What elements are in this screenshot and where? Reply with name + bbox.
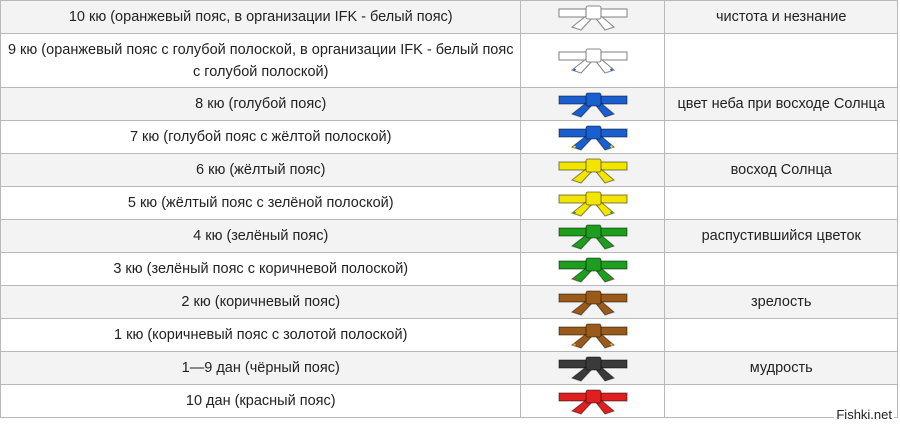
- rank-cell: 7 кю (голубой пояс с жёлтой полоской): [1, 121, 521, 154]
- meaning-cell: зрелость: [665, 286, 898, 319]
- meaning-cell: [665, 253, 898, 286]
- meaning-cell: цвет неба при восходе Солнца: [665, 88, 898, 121]
- belt-cell: [521, 286, 665, 319]
- table-row: [1, 352, 898, 385]
- meaning-cell: распустившийся цветок: [665, 220, 898, 253]
- table-row: [1, 34, 898, 88]
- table-row: [1, 187, 898, 220]
- meaning-cell: [665, 121, 898, 154]
- rank-cell: 2 кю (коричневый пояс): [1, 286, 521, 319]
- meaning-cell: мудрость: [665, 352, 898, 385]
- belt-cell: [521, 253, 665, 286]
- rank-cell: 5 кю (жёлтый пояс с зелёной полоской): [1, 187, 521, 220]
- belt-icon: [557, 388, 629, 415]
- belt-cell: [521, 1, 665, 34]
- table-row: [1, 220, 898, 253]
- belt-icon: [557, 124, 629, 151]
- belt-icon: [557, 190, 629, 217]
- belt-cell: [521, 154, 665, 187]
- table-row: [1, 154, 898, 187]
- meaning-cell: [665, 319, 898, 352]
- belt-icon: [557, 4, 629, 31]
- rank-cell: 8 кю (голубой пояс): [1, 88, 521, 121]
- rank-cell: 1 кю (коричневый пояс с золотой полоской): [1, 319, 521, 352]
- belt-icon: [557, 223, 629, 250]
- belt-icon: [557, 322, 629, 349]
- rank-cell: 6 кю (жёлтый пояс): [1, 154, 521, 187]
- rank-cell: 10 кю (оранжевый пояс, в организации IFK - белый пояс): [1, 1, 521, 34]
- table-row: [1, 319, 898, 352]
- belt-cell: [521, 121, 665, 154]
- table-row: [1, 88, 898, 121]
- belt-cell: [521, 187, 665, 220]
- table-row: [1, 385, 898, 418]
- belt-cell: [521, 352, 665, 385]
- table-row: [1, 1, 898, 34]
- belt-icon: [557, 157, 629, 184]
- rank-cell: 3 кю (зелёный пояс с коричневой полоской): [1, 253, 521, 286]
- table-row: [1, 121, 898, 154]
- meaning-cell: [665, 34, 898, 88]
- belt-icon: [557, 91, 629, 118]
- belt-icon: [557, 355, 629, 382]
- table-row: [1, 286, 898, 319]
- table-row: [1, 253, 898, 286]
- belt-icon: [557, 47, 629, 74]
- meaning-cell: восход Солнца: [665, 154, 898, 187]
- belt-icon: [557, 289, 629, 316]
- rank-cell: 9 кю (оранжевый пояс с голубой полоской, в организации IFK - белый пояс с голубой полоской): [1, 34, 521, 88]
- rank-cell: 4 кю (зелёный пояс): [1, 220, 521, 253]
- belt-cell: [521, 385, 665, 418]
- rank-cell: 10 дан (красный пояс): [1, 385, 521, 418]
- belt-cell: [521, 88, 665, 121]
- rank-cell: 1—9 дан (чёрный пояс): [1, 352, 521, 385]
- belt-icon: [557, 256, 629, 283]
- meaning-cell: чистота и незнание: [665, 1, 898, 34]
- belt-cell: [521, 34, 665, 88]
- belt-cell: [521, 220, 665, 253]
- watermark: Fishki.net: [836, 407, 892, 422]
- meaning-cell: [665, 187, 898, 220]
- belt-cell: [521, 319, 665, 352]
